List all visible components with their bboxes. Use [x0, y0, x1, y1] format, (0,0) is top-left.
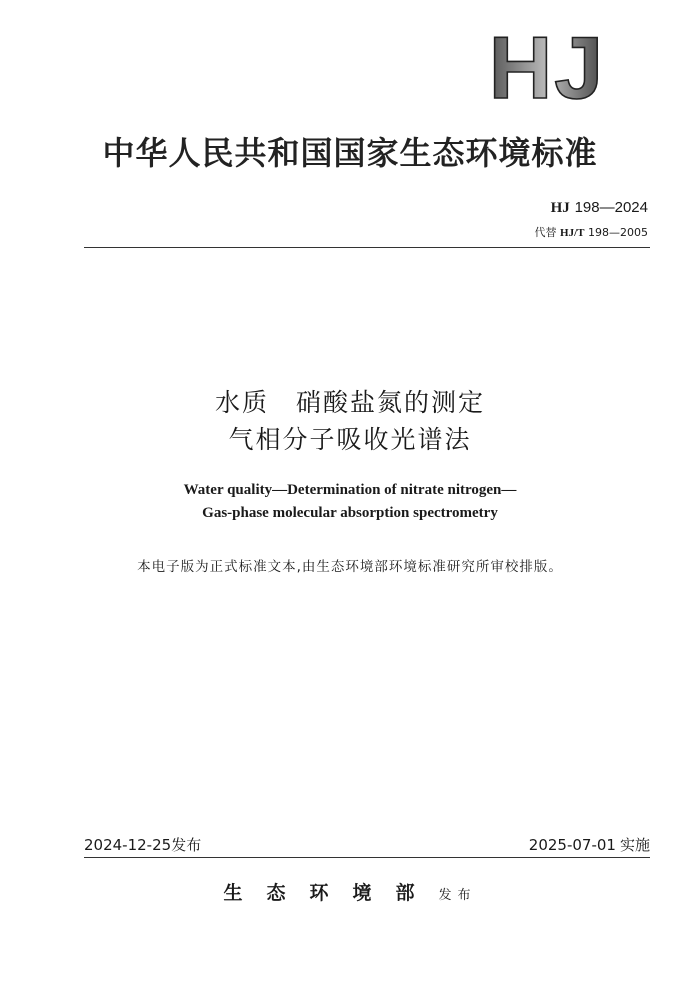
publisher: [0, 878, 700, 905]
implement-label: 实施: [619, 836, 650, 854]
replaces-number: 198—2005: [588, 226, 648, 239]
replaces-standard: [535, 224, 648, 240]
implement-date-value: 2025-07-01: [528, 836, 616, 854]
title-en-line1: Water quality—Determination of nitrate nitrogen—: [183, 482, 517, 498]
hj-logo: [482, 30, 612, 102]
publisher-org: 生态环境部: [223, 882, 439, 904]
replaces-code: HJ/T: [560, 227, 585, 239]
title-zh-line1: 水质 硝酸盐氮的测定: [214, 388, 485, 417]
title-zh-line2: 气相分子吸收光谱法: [228, 425, 472, 454]
implementation-date: [529, 834, 650, 855]
standard-category-title: 中华人民共和国国家生态环境标准: [102, 134, 598, 172]
issue-date-value: 2024-12-25: [84, 836, 172, 854]
title-en-line2: Gas-phase molecular absorption spectrometry: [202, 505, 498, 521]
footer-divider: [84, 857, 650, 858]
replaces-prefix: 代替: [534, 226, 557, 239]
issue-date: [84, 834, 201, 855]
header-divider: [84, 247, 650, 248]
standard-code: HJ: [550, 200, 570, 216]
standard-number: [551, 198, 648, 217]
publisher-action: 发布: [438, 888, 477, 903]
edition-note: 本电子版为正式标准文本,由生态环境部环境标准研究所审校排版。: [137, 559, 563, 575]
logo-text: HJ: [488, 30, 606, 102]
issue-label: 发布: [171, 836, 202, 854]
standard-number-value: 198—2024: [574, 199, 648, 216]
